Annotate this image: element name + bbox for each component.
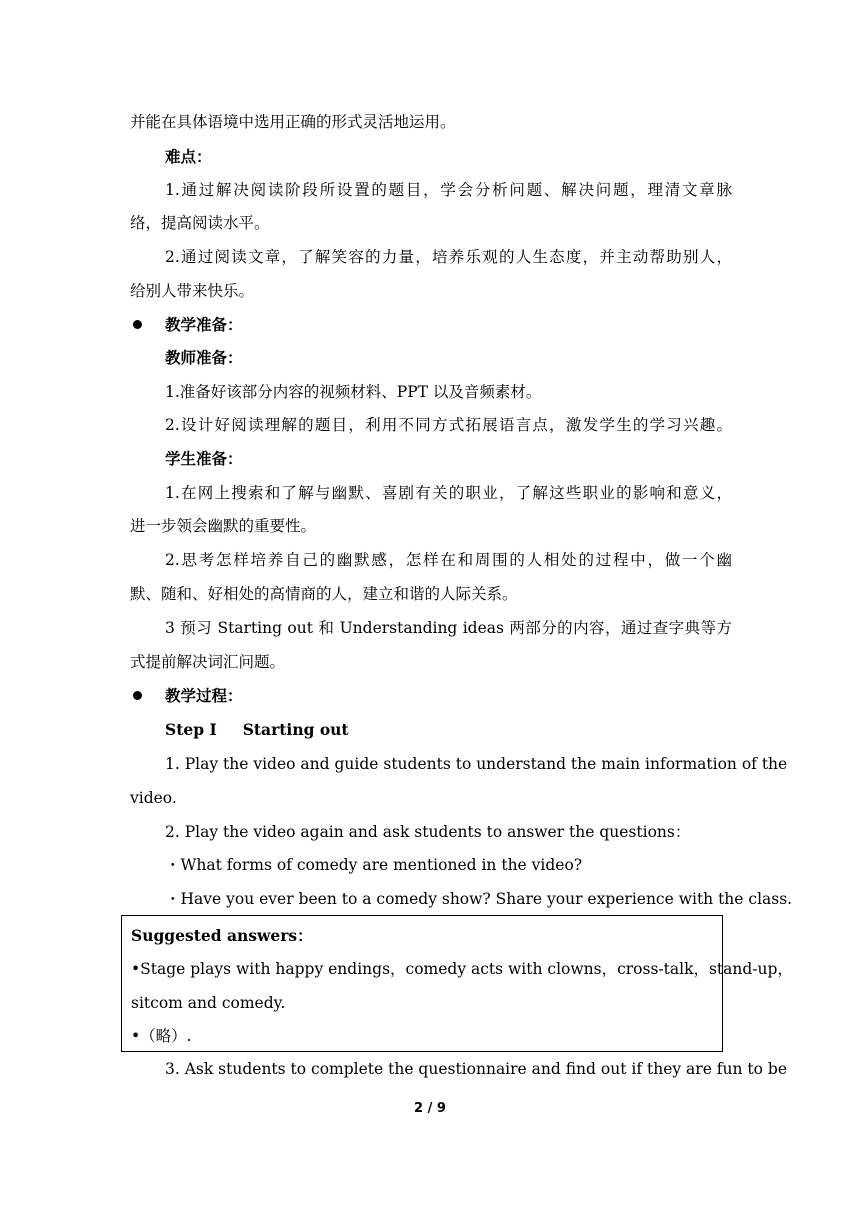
section-heading-process: 教学过程： [165,686,243,705]
text-line: 2.通过阅读文章，了解笑容的力量，培养乐观的人生态度，并主动帮助别人， [165,248,732,266]
text-line: 2.思考怎样培养自己的幽默感，怎样在和周围的人相处的过程中，做一个幽 [165,551,732,569]
text-line: 1.通过解决阅读阶段所设置的题目，学会分析问题、解决问题，理清文章脉 [165,181,732,199]
step-heading [165,720,349,740]
subheading-teacher-prep: 教师准备： [165,348,243,367]
section-heading-difficulties: 难点： [165,147,212,166]
step-title: Starting out [242,720,349,739]
section-heading-preparation: 教学准备： [165,315,243,334]
step-number: Step I [165,720,217,739]
bullet-icon [133,320,142,329]
answer-line: sitcom and comedy. [131,994,286,1012]
text-line: 进一步领会幽默的重要性。 [130,517,317,535]
text-line: 1.在网上搜索和了解与幽默、喜剧有关的职业，了解这些职业的影响和意义， [165,484,732,502]
text-line: 2.设计好阅读理解的题目，利用不同方式拓展语言点，激发学生的学习兴趣。 [165,416,732,434]
suggested-answers-title: Suggested answers： [131,926,313,945]
text-line: 3 预习 Starting out 和 Understanding ideas 两部分的内容，通过查字典等方 [165,619,732,637]
text-line: 给别人带来快乐。 [130,282,255,300]
text-line: 1. Play the video and guide students to understand the main information of the [165,755,788,773]
answer-line: •（略）. [131,1027,192,1045]
answer-line: •Stage plays with happy endings，comedy acts with clowns，cross-talk，stand-up， [131,960,793,978]
subheading-student-prep: 学生准备： [165,449,243,468]
text-line: video. [130,789,177,807]
text-line: 并能在具体语境中选用正确的形式灵活地运用。 [130,113,456,131]
text-line: 2. Play the video again and ask students to answer the questions： [165,823,691,841]
text-line: 3. Ask students to complete the questionnaire and find out if they are fun to be [165,1060,788,1078]
text-line: 式提前解决词汇问题。 [130,653,286,671]
text-line: 默、随和、好相处的高情商的人，建立和谐的人际关系。 [130,585,518,603]
question-item: ・What forms of comedy are mentioned in the video? [165,856,583,874]
text-line: 络，提高阅读水平。 [130,214,270,232]
suggested-answers-box [121,915,793,1052]
question-item: ・Have you ever been to a comedy show? Share your experience with the class. [165,890,793,908]
text-line: 1.准备好该部分内容的视频材料、PPT 以及音频素材。 [165,383,542,401]
bullet-icon [133,691,142,700]
page-number: 2 / 9 [414,1101,446,1116]
